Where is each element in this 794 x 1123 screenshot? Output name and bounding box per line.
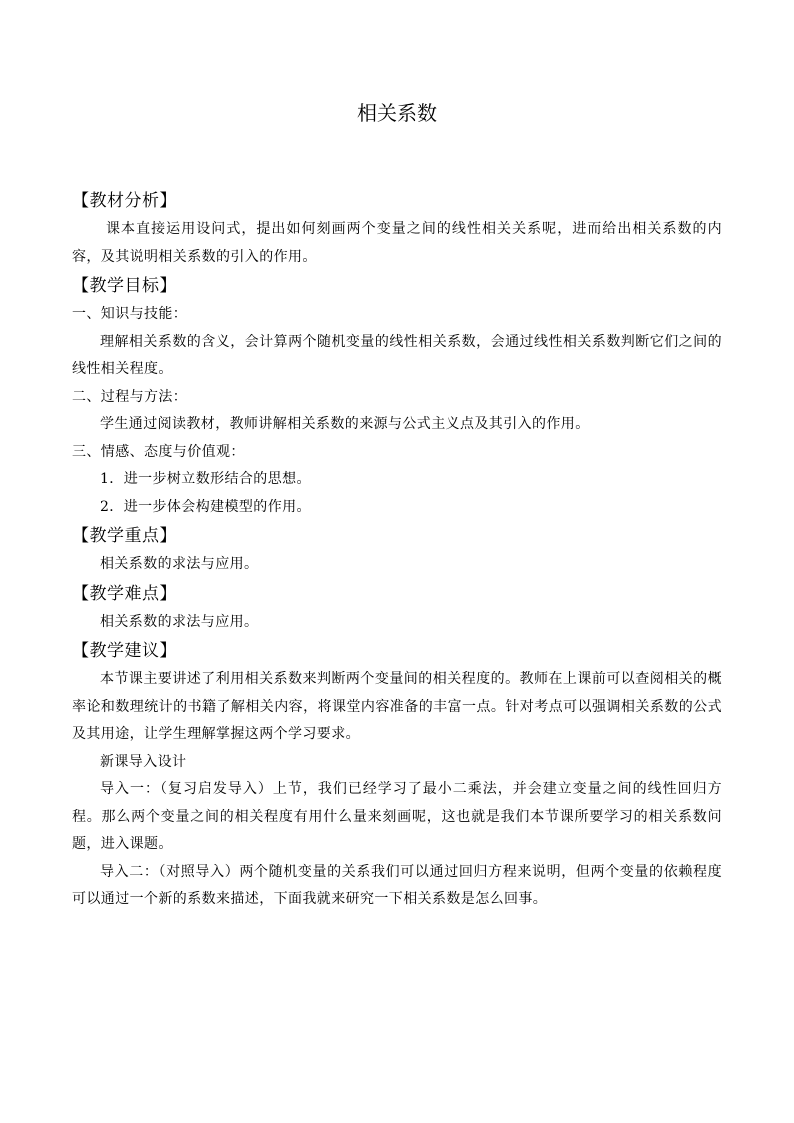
key-points-text: 相关系数的求法与应用。 <box>100 556 259 572</box>
section-heading-teaching-goals: 【教学目标】 <box>72 276 177 296</box>
document-body <box>72 186 722 914</box>
intro-design-label: 新课导入设计 <box>100 753 187 770</box>
section-heading-difficulties: 【教学难点】 <box>72 583 177 604</box>
goal-knowledge-text: 理解相关系数的含义，会计算两个随机变量的线性相关系数，会通过线性相关系数判断它们之间的线性相关程度。 <box>72 333 722 377</box>
goal-emotion-item-1: 1．进一步树立数形结合的思想。 <box>100 471 311 487</box>
suggestions-text: 本节课主要讲述了利用相关系数来判断两个变量间的相关程度的。教师在上课前可以查阅相关的概率论和数理统计的书籍了解相关内容，将课堂内容准备的丰富一点。针对考点可以强调相关系数的公式及其用途，让学生理解掌握这两个学习要求。 <box>72 671 722 742</box>
intro-two-text: 导入二：（对照导入）两个随机变量的关系我们可以通过回归方程来说明，但两个变量的依赖程度可以通过一个新的系数来描述，下面我就来研究一下相关系数是怎么回事。 <box>72 863 722 907</box>
goal-process-label: 二、过程与方法： <box>72 388 188 405</box>
document-title: 相关系数 <box>357 101 437 125</box>
goal-knowledge-label: 一、知识与技能： <box>72 306 188 322</box>
material-analysis-text: 课本直接运用设问式，提出如何刻画两个变量之间的线性相关关系呢，进而给出相关系数的内容，及其说明相关系数的引入的作用。 <box>72 221 722 265</box>
goal-emotion-label: 三、情感、态度与价值观： <box>72 443 245 460</box>
goal-emotion-item-2: 2．进一步体会构建模型的作用。 <box>100 498 311 515</box>
section-heading-suggestions: 【教学建议】 <box>72 641 177 661</box>
intro-one-text: 导入一：（复习启发导入）上节，我们已经学习了最小二乘法，并会建立变量之间的线性回归方程。那么两个变量之间的相关程度有用什么量来刻画呢，这也就是我们本节课所要学习的相关系数问题，进入课题。 <box>72 781 722 852</box>
difficulties-text: 相关系数的求法与应用。 <box>100 613 259 630</box>
section-heading-key-points: 【教学重点】 <box>72 526 177 546</box>
goal-process-text: 学生通过阅读教材，教师讲解相关系数的来源与公式主义点及其引入的作用。 <box>100 416 590 432</box>
section-heading-material-analysis: 【教材分析】 <box>72 191 177 211</box>
